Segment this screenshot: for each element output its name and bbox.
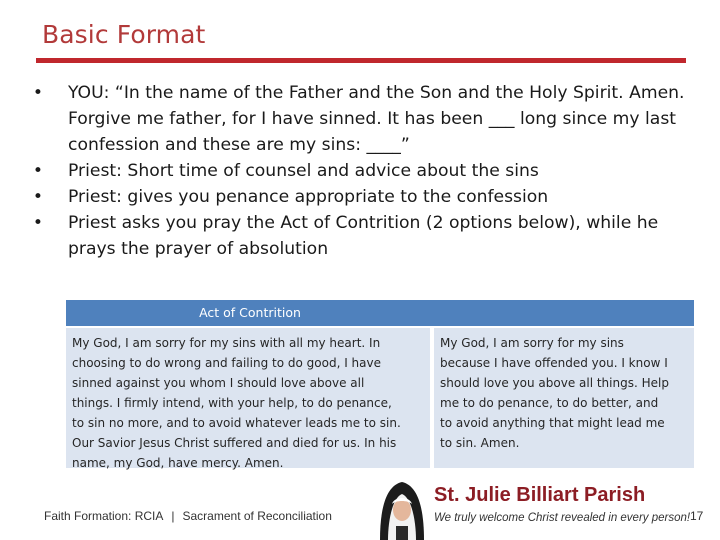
footer — [44, 509, 332, 523]
prayer-line: because I have offended you. I know I — [440, 356, 668, 370]
prayer-option-long — [66, 328, 430, 468]
parish-name: St. Julie Billiart Parish — [434, 484, 646, 506]
parish-tagline: We truly welcome Christ revealed in every person! — [434, 512, 691, 524]
prayer-line: things. I firmly intend, with your help, to do penance, — [72, 396, 392, 410]
prayer-line: me to do penance, to do better, and — [440, 396, 659, 410]
bullet-marker: • — [32, 83, 44, 103]
prayer-line: choosing to do wrong and failing to do good, I have — [72, 356, 381, 370]
title-divider — [36, 58, 686, 63]
footer-separator: | — [171, 509, 175, 523]
bullet-list — [28, 80, 700, 262]
prayer-line: My God, I am sorry for my sins — [440, 336, 624, 350]
prayer-line: to avoid anything that might lead me — [440, 416, 665, 430]
bullet-marker: • — [32, 213, 44, 233]
parish-logo — [374, 474, 692, 540]
prayer-line: to sin no more, and to avoid whatever leads me to sin. — [72, 416, 401, 430]
footer-topic: Sacrament of Reconciliation — [182, 509, 332, 523]
bullet-item — [28, 80, 700, 158]
bullet-text: Priest: Short time of counsel and advice about the sins — [68, 161, 539, 181]
saint-portrait-icon — [374, 474, 430, 540]
prayer-line: to sin. Amen. — [440, 436, 520, 450]
bullet-marker: • — [32, 161, 44, 181]
bullet-item — [28, 158, 700, 184]
slide-title: Basic Format — [42, 20, 206, 49]
bullet-item — [28, 184, 700, 210]
bullet-marker: • — [32, 187, 44, 207]
bullet-text: YOU: “In the name of the Father and the Son and the Holy Spirit. Amen. Forgive me father, for I have sinned. It has been ___ long since my last confession and these are my sins: ____” — [68, 83, 685, 155]
bullet-text: Priest: gives you penance appropriate to the confession — [68, 187, 549, 207]
prayer-line: My God, I am sorry for my sins with all my heart. In — [72, 336, 381, 350]
table-header — [66, 300, 694, 328]
prayer-line: should love you above all things. Help — [440, 376, 669, 390]
table-header-label: Act of Contrition — [199, 305, 301, 320]
footer-program: Faith Formation: RCIA — [44, 509, 164, 523]
prayer-line: name, my God, have mercy. Amen. — [72, 456, 284, 470]
prayer-line: sinned against you whom I should love above all — [72, 376, 365, 390]
bullet-text: Priest asks you pray the Act of Contrition (2 options below), while he prays the prayer of absolution — [68, 213, 659, 259]
prayer-line: Our Savior Jesus Christ suffered and died for us. In his — [72, 436, 397, 450]
page-number: 17 — [690, 509, 704, 523]
bullet-item — [28, 210, 700, 262]
prayer-option-short — [434, 328, 694, 468]
act-of-contrition-table — [66, 300, 694, 468]
